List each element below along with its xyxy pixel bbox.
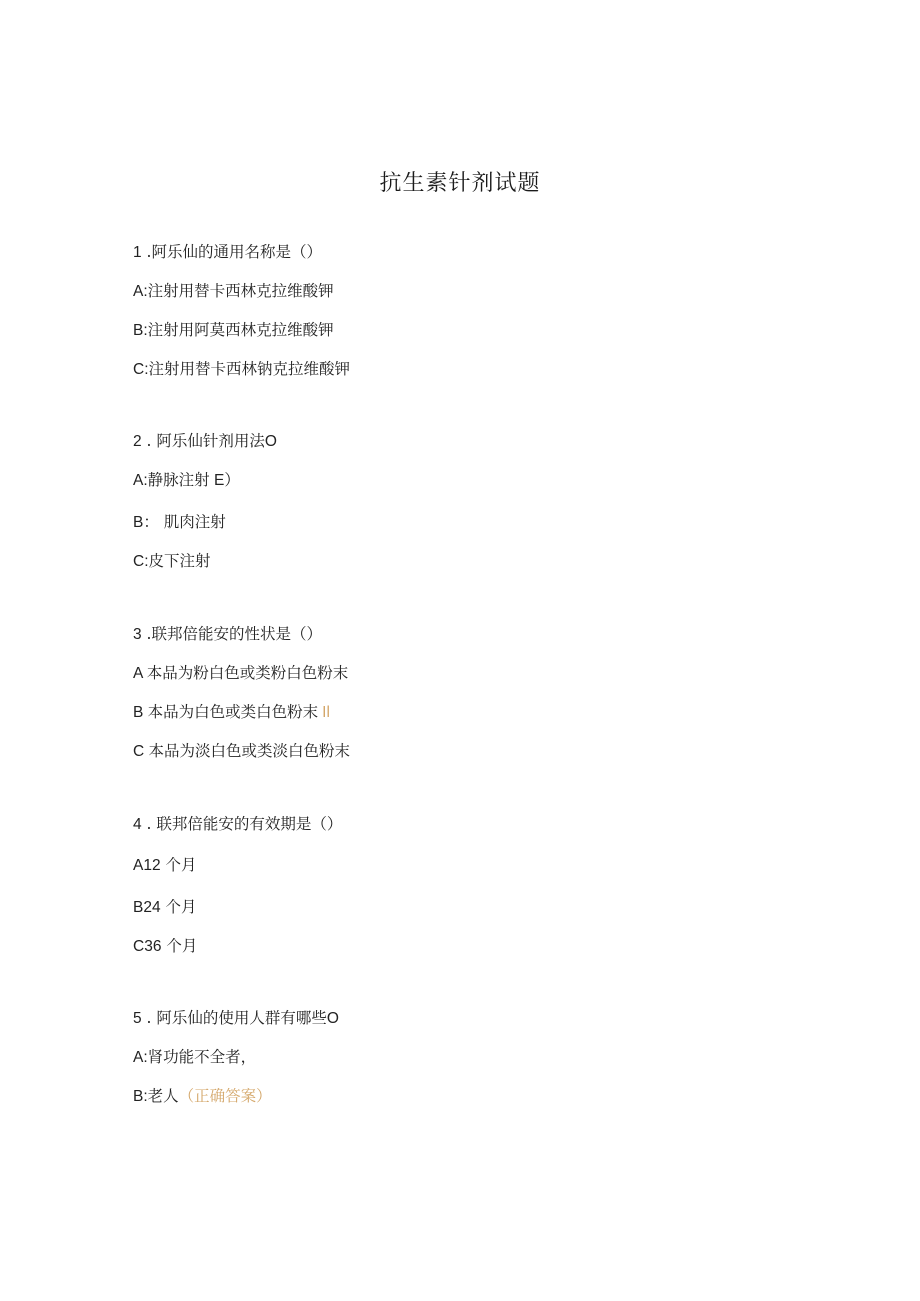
- question-3-option-b: [133, 702, 330, 723]
- question-3: [133, 624, 322, 645]
- question-3-option-c: [133, 741, 350, 762]
- question-tail: O: [326, 1010, 339, 1027]
- option-text: 本品为粉白色或类粉白色粉末: [146, 664, 349, 682]
- page-title: 抗生素针剂试题: [379, 171, 541, 196]
- question-prompt: . 联邦倍能安的有效期是（）: [141, 815, 343, 833]
- question-number: 3: [133, 626, 142, 643]
- question-prompt: . 阿乐仙的使用人群有哪些: [141, 1009, 327, 1027]
- question-2-option-c: [133, 551, 211, 572]
- question-number: 1: [133, 244, 142, 261]
- question-1-option-a: [133, 281, 334, 302]
- question-4-option-c: [133, 936, 197, 957]
- question-3-option-a: [133, 663, 348, 684]
- question-number: 4: [133, 816, 142, 833]
- option-key: C: [133, 743, 149, 760]
- question-2: [133, 431, 277, 452]
- option-text: 注射用阿莫西林克拉维酸钾: [147, 321, 334, 339]
- option-key: C:: [133, 361, 149, 378]
- option-key: C36: [133, 938, 162, 955]
- option-text: 个月: [160, 856, 197, 874]
- question-4: [133, 814, 342, 835]
- question-1-option-c: [133, 359, 350, 380]
- question-prompt: .联邦倍能安的性状是（）: [141, 625, 322, 643]
- question-1: [133, 242, 322, 263]
- option-tail: E）: [209, 472, 240, 489]
- option-key: A:: [133, 283, 148, 300]
- option-key: B: [133, 704, 148, 721]
- option-text: 肾功能不全者，: [147, 1048, 257, 1066]
- option-text: 本品为淡白色或类淡白色粉末: [148, 742, 351, 760]
- question-2-option-b: [133, 512, 226, 533]
- option-text: 个月: [160, 898, 197, 916]
- option-key: A: [133, 665, 147, 682]
- question-5-option-a: [133, 1047, 256, 1068]
- option-text: 静脉注射: [147, 471, 210, 489]
- question-5-option-b: [133, 1086, 272, 1107]
- question-4-option-b: [133, 897, 197, 918]
- question-2-option-a: [133, 470, 240, 491]
- question-number: 5: [133, 1010, 142, 1027]
- option-key: A:: [133, 1049, 148, 1066]
- correct-answer-label: （正确答案）: [178, 1087, 272, 1105]
- question-5: [133, 1008, 339, 1029]
- option-key: C:: [133, 553, 149, 570]
- option-key: A:: [133, 472, 148, 489]
- option-text: 个月: [161, 937, 198, 955]
- question-tail: O: [264, 433, 277, 450]
- option-text: 本品为白色或类白色粉末: [147, 703, 319, 721]
- option-key: B24: [133, 899, 161, 916]
- answer-mark: Il: [322, 704, 330, 721]
- question-1-option-b: [133, 320, 334, 341]
- option-key: B:: [133, 322, 148, 339]
- option-text: 注射用替卡西林钠克拉维酸钾: [148, 360, 351, 378]
- option-key: A12: [133, 857, 161, 874]
- option-text: 注射用替卡西林克拉维酸钾: [147, 282, 334, 300]
- question-4-option-a: [133, 855, 197, 876]
- option-text: 肌肉注射: [158, 513, 226, 531]
- question-prompt: .阿乐仙的通用名称是（）: [141, 243, 322, 261]
- question-prompt: . 阿乐仙针剂用法: [141, 432, 265, 450]
- option-text: 老人: [147, 1087, 179, 1105]
- option-key: B:: [133, 1088, 148, 1105]
- option-key: B：: [133, 514, 159, 531]
- option-text: 皮下注射: [148, 552, 211, 570]
- question-number: 2: [133, 433, 142, 450]
